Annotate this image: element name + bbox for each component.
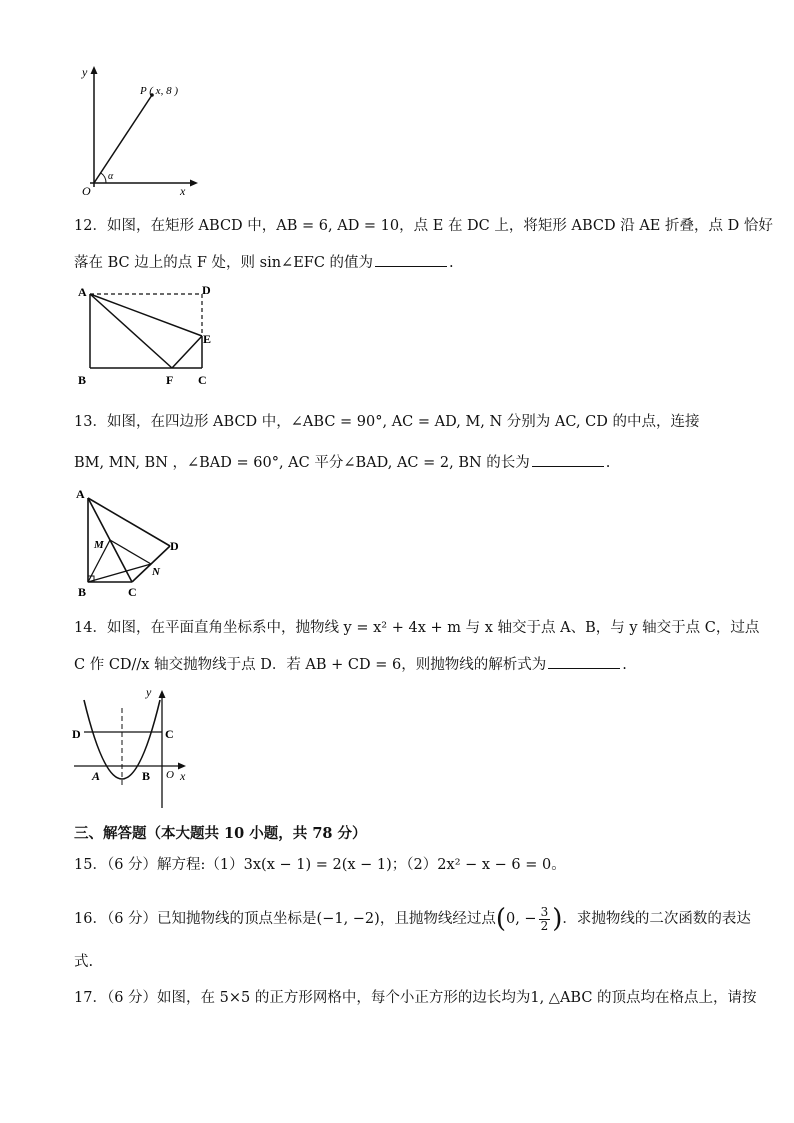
question-15: 15．（6 分）解方程:（1）3x(x − 1) = 2(x − 1)；（2）2x² − x − 6 = 0。 [74,857,566,873]
answer-blank-14[interactable] [548,654,620,669]
question-14-line-1: 14．如图，在平面直角坐标系中，抛物线 y = x² + 4x + m 与 x 轴交于点 A、B，与 y 轴交于点 C，过点 [74,620,760,636]
figure-rectangle-abcd [74,282,224,390]
point-fraction: ( [495,904,506,934]
section-title: 三、解答题（本大题共 10 小题，共 78 分） [74,825,367,842]
label-b: B [78,373,87,387]
label-b: B [142,769,151,783]
label-c: C [198,373,207,387]
question-14-line-2: C 作 CD//x 轴交抛物线于点 D．若 AB + CD = 6，则抛物线的解析式为 . [74,654,627,675]
label-c: C [165,727,174,741]
origin-label: O [82,184,91,197]
origin-label: O [166,769,174,781]
label-a: A [92,769,101,783]
label-f: F [166,373,174,387]
question-13-line-1: 13．如图，在四边形 ABCD 中，∠ABC = 90°, AC = AD, M, N 分别为 AC, CD 的中点，连接 [74,414,700,430]
question-16-line-2: 式. [74,954,94,970]
label-a: A [78,285,87,299]
y-axis-label: y [82,65,88,79]
question-16-line-1: 16．（6 分）已知抛物线的顶点坐标是(−1, −2)，且抛物线经过点(0, − $\frac{3}{2}$ )．求抛物线的二次函数的表达 [74,904,751,934]
label-e: E [203,332,212,346]
question-13-text: BM, MN, BN ，∠BAD = 60°, AC 平分∠BAD, AC = 2, BN 的长为 [74,455,530,471]
figure-quadrilateral-abcd [74,484,194,602]
figure-angle-alpha [74,62,204,197]
label-b: B [78,585,87,599]
label-a: A [76,487,85,501]
question-17: 17．（6 分）如图，在 5×5 的正方形网格中，每个小正方形的边长均为1, △ABC 的顶点均在格点上，请按 [74,990,757,1006]
figure-parabola [70,684,200,812]
y-axis-label: y [146,685,152,699]
question-12-line-1: 12．如图，在矩形 ABCD 中，AB = 6, AD = 10，点 E 在 DC 上，将矩形 ABCD 沿 AE 折叠，点 D 恰好 [74,218,773,234]
label-c: C [128,585,137,599]
label-n: N [152,566,160,578]
answer-blank-13[interactable] [532,452,604,467]
question-12-text: 落在 BC 边上的点 F 处，则 sin∠EFC 的值为 [74,255,374,271]
label-m: M [94,539,104,551]
label-d: D [170,539,179,553]
label-d: D [202,283,211,297]
question-12-line-2: 落在 BC 边上的点 F 处，则 sin∠EFC 的值为 . [74,252,454,273]
angle-label: α [108,171,114,182]
point-p-label: P ( x, 8 ) [140,85,178,97]
fraction: $\frac{3}{2}$ [540,904,549,933]
x-axis-label: x [180,184,186,197]
answer-blank-12[interactable] [375,252,447,267]
x-axis-label: x [180,769,186,783]
question-13-line-2: BM, MN, BN ，∠BAD = 60°, AC 平分∠BAD, AC = 2, BN 的长为 . [74,452,610,473]
label-d: D [72,727,81,741]
question-14-text: C 作 CD//x 轴交抛物线于点 D．若 AB + CD = 6，则抛物线的解析式为 [74,657,547,673]
